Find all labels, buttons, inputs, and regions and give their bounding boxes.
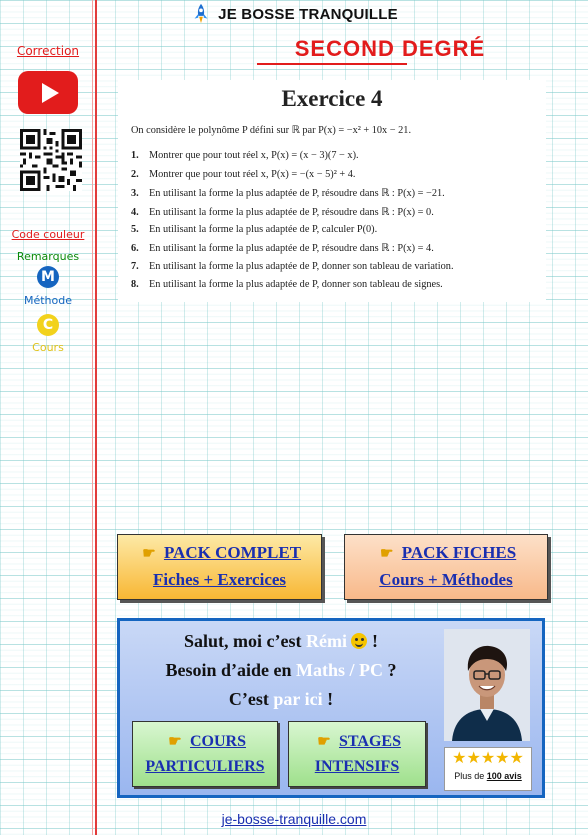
cours-particuliers-button[interactable] — [132, 721, 278, 787]
correction-label: Correction — [16, 44, 80, 58]
question-number: 8. — [131, 279, 139, 290]
question-text: En utilisant la forme la plus adaptée de P, calculer P(0). — [149, 224, 378, 235]
question-number: 4. — [131, 207, 139, 218]
question-number: 1. — [131, 150, 139, 161]
tutor-photo — [444, 629, 530, 741]
qr-code-icon[interactable] — [20, 129, 82, 191]
reviews-prefix: Plus de — [454, 771, 487, 781]
stages-intensifs-button[interactable] — [288, 721, 426, 787]
pointing-hand-icon: ☛ — [142, 546, 156, 562]
exercise-title: Exercice 4 — [281, 86, 383, 111]
brand-header[interactable] — [0, 3, 588, 30]
cours-icon: C — [37, 314, 59, 336]
pointing-hand-icon: ☛ — [380, 546, 394, 562]
button-line2: INTENSIFS — [314, 758, 400, 775]
greeting-end: ! — [367, 631, 378, 651]
tutoring-promo-panel — [117, 618, 545, 798]
website-link[interactable]: je-bosse-tranquille.com — [221, 811, 367, 827]
brand-name: JE BOSSE TRANQUILLE — [218, 5, 398, 23]
tutor-name: Rémi — [306, 631, 347, 651]
question-7 — [131, 261, 454, 272]
question-text: En utilisant la forme la plus adaptée de P, donner son tableau de variation. — [149, 261, 454, 272]
question-2 — [131, 169, 355, 180]
question-text: En utilisant la forme la plus adaptée de P, résoudre dans ℝ : P(x) = 0. — [149, 207, 434, 218]
smiley-icon — [351, 633, 367, 649]
pack-subtitle: Fiches + Exercices — [152, 570, 287, 589]
pack-complet-button[interactable] — [117, 534, 322, 600]
promo-help — [120, 660, 442, 681]
button-line1: COURS — [189, 733, 246, 750]
remarques-label: Remarques — [16, 250, 80, 263]
question-1 — [131, 150, 359, 161]
question-6 — [131, 242, 434, 254]
question-text: Montrer que pour tout réel x, P(x) = −(x − 5)² + 4. — [149, 169, 356, 180]
pack-subtitle: Cours + Méthodes — [379, 570, 513, 589]
pack-title: PACK COMPLET — [163, 543, 302, 562]
question-number: 7. — [131, 261, 139, 272]
question-number: 5. — [131, 224, 139, 235]
reviews-text — [445, 771, 531, 781]
methode-label: Méthode — [23, 294, 73, 307]
button-line2: PARTICULIERS — [145, 758, 265, 775]
cta-text: C’est — [228, 689, 274, 709]
button-line1: STAGES — [339, 733, 401, 750]
help-text: Besoin d’aide en — [165, 660, 297, 680]
methode-icon: M — [37, 266, 59, 288]
exercise-intro: On considère le polynôme P défini sur ℝ par P(x) = −x² + 10x − 21. — [131, 125, 412, 136]
margin-line-light — [92, 0, 93, 835]
cta-end: ! — [322, 689, 334, 709]
question-number: 6. — [131, 243, 139, 254]
greeting-text: Salut, moi c’est — [184, 631, 306, 651]
promo-cta — [120, 689, 442, 710]
star-rating: ★★★★★ — [452, 750, 524, 767]
question-8 — [131, 279, 443, 290]
question-3 — [131, 187, 445, 199]
chapter-title: SECOND DEGRÉ — [294, 36, 486, 61]
cours-label: Cours — [32, 341, 64, 354]
question-text: Montrer que pour tout réel x, P(x) = (x − 3)(7 − x). — [149, 150, 359, 161]
play-triangle — [42, 83, 59, 103]
reviews-count[interactable]: 100 avis — [486, 771, 522, 781]
pack-title: PACK FICHES — [401, 543, 517, 562]
question-text: En utilisant la forme la plus adaptée de P, résoudre dans ℝ : P(x) = 4. — [149, 243, 434, 254]
color-code-label: Code couleur — [11, 228, 85, 241]
pointing-hand-icon: ☛ — [168, 734, 182, 750]
question-4 — [131, 206, 434, 218]
pack-fiches-button[interactable] — [344, 534, 548, 600]
help-subject: Maths / PC — [296, 660, 384, 680]
pointing-hand-icon: ☛ — [317, 734, 331, 750]
promo-greeting — [120, 631, 442, 652]
question-text: En utilisant la forme la plus adaptée de P, donner son tableau de signes. — [149, 279, 443, 290]
question-number: 2. — [131, 169, 139, 180]
rating-badge — [444, 747, 532, 791]
question-number: 3. — [131, 188, 139, 199]
margin-line — [95, 0, 97, 835]
help-end: ? — [383, 660, 397, 680]
chapter-underline — [257, 63, 407, 65]
question-5 — [131, 224, 377, 235]
rocket-icon — [190, 3, 212, 25]
youtube-play-icon[interactable] — [18, 71, 78, 114]
question-text: En utilisant la forme la plus adaptée de P, résoudre dans ℝ : P(x) = −21. — [149, 188, 445, 199]
cta-link[interactable]: par ici — [273, 689, 323, 709]
